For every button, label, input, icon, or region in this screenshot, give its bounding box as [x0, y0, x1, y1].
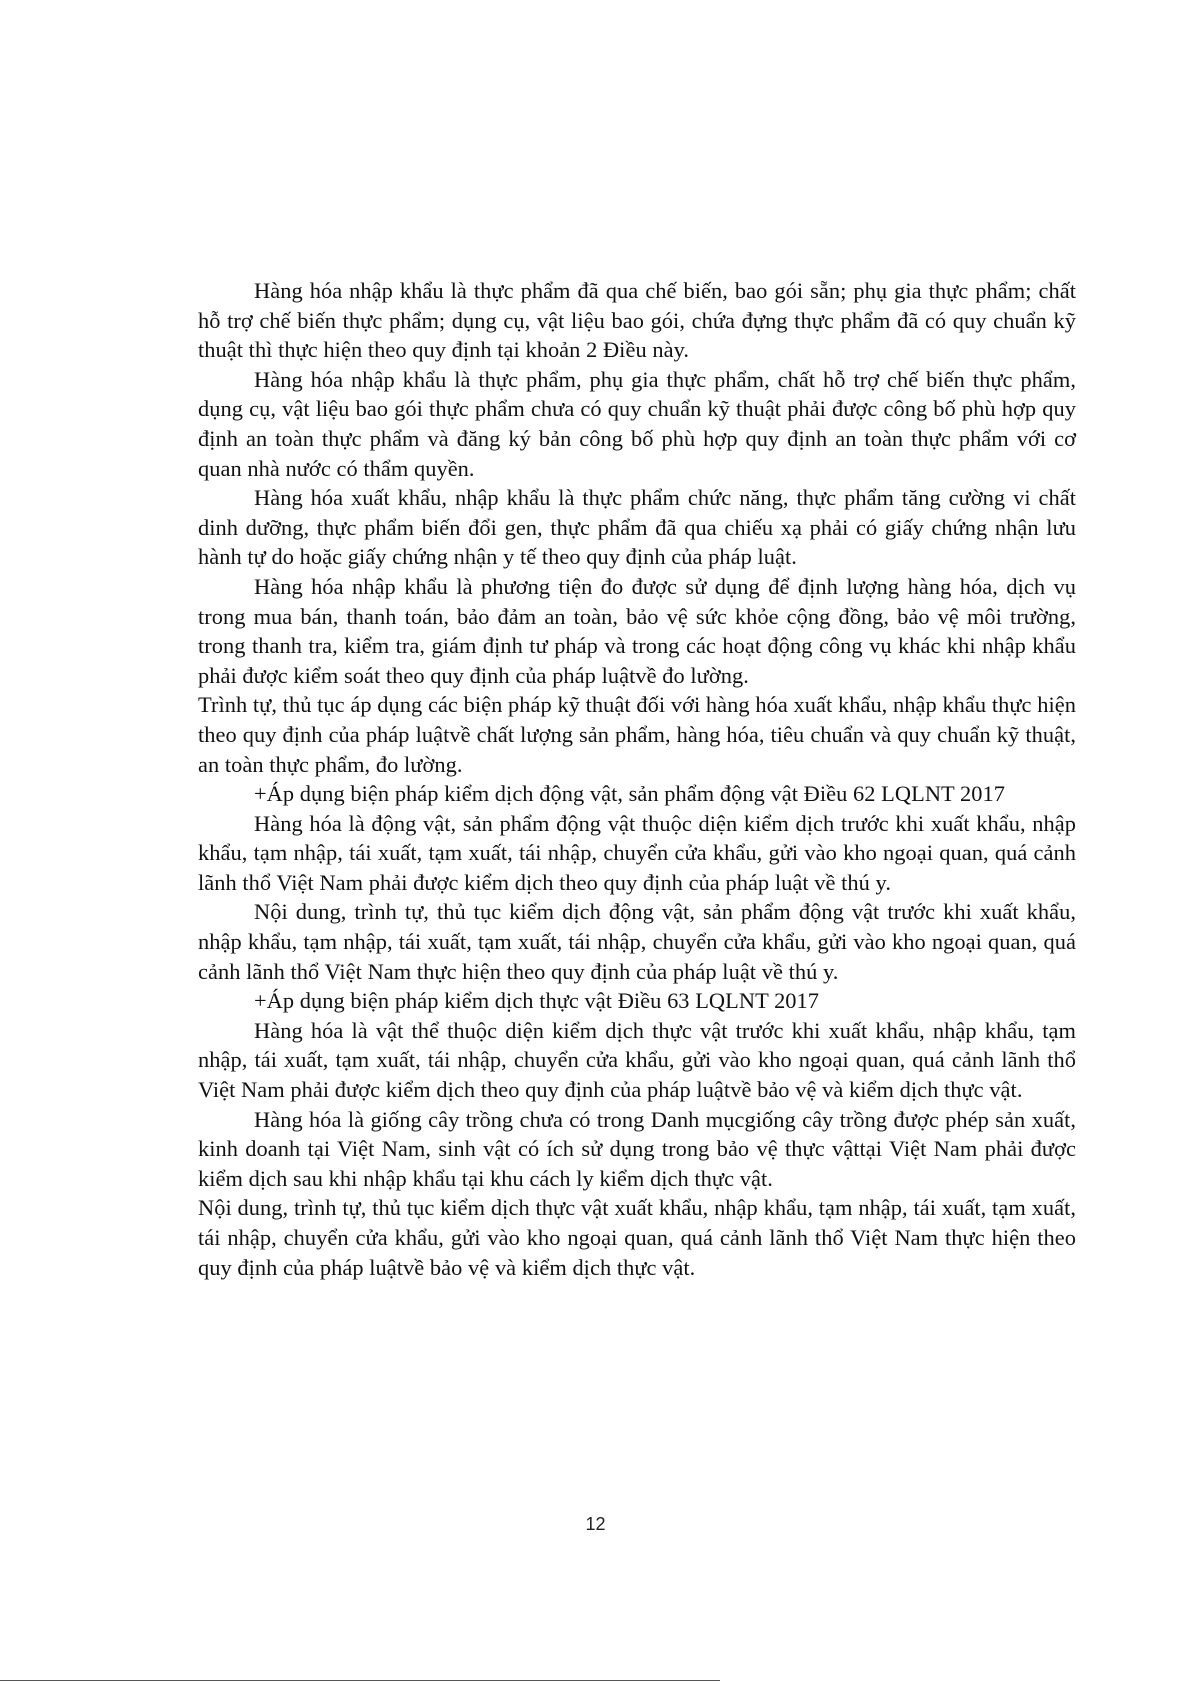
document-body: [198, 276, 1076, 1282]
paragraph-12: Nội dung, trình tự, thủ tục kiểm dịch thực vật xuất khẩu, nhập khẩu, tạm nhập, tái xuất, tạm xuất, tái nhập, chuyển cửa khẩu, gửi vào kho ngoại quan, quá cảnh lãnh thổ Việt Nam thực hiện theo quy định của pháp luậtvề bảo vệ và kiểm dịch thực vật.: [198, 1195, 1076, 1280]
paragraph-11: Hàng hóa là giống cây trồng chưa có trong Danh mụcgiống cây trồng được phép sản xuất, kinh doanh tại Việt Nam, sinh vật có ích sử dụng trong bảo vệ thực vậttại Việt Nam phải được kiểm dịch sau khi nhập khẩu tại khu cách ly kiểm dịch thực vật.: [198, 1106, 1076, 1191]
section-heading-article-62: +Áp dụng biện pháp kiểm dịch động vật, sản phẩm động vật Điều 62 LQLNT 2017: [254, 781, 1006, 807]
paragraph-8: Nội dung, trình tự, thủ tục kiểm dịch động vật, sản phẩm động vật trước khi xuất khẩu, nhập khẩu, tạm nhập, tái xuất, tạm xuất, tái nhập, chuyển cửa khẩu, gửi vào kho ngoại quan, quá cảnh lãnh thổ Việt Nam thực hiện theo quy định của pháp luật về thú y.: [198, 899, 1076, 984]
paragraph-2: Hàng hóa nhập khẩu là thực phẩm, phụ gia thực phẩm, chất hỗ trợ chế biến thực phẩm, dụng cụ, vật liệu bao gói thực phẩm chưa có quy chuẩn kỹ thuật phải được công bố phù hợp quy định an toàn thực phẩm và đăng ký bản công bố phù hợp quy định an toàn thực phẩm với cơ quan nhà nước có thẩm quyền.: [198, 366, 1076, 481]
paragraph-4: Hàng hóa nhập khẩu là phương tiện đo được sử dụng để định lượng hàng hóa, dịch vụ trong mua bán, thanh toán, bảo đảm an toàn, bảo vệ sức khỏe cộng đồng, bảo vệ môi trường, trong thanh tra, kiểm tra, giám định tư pháp và trong các hoạt động công vụ khác khi nhập khẩu phải được kiểm soát theo quy định của pháp luậtvề đo lường.: [198, 573, 1076, 688]
paragraph-5: Trình tự, thủ tục áp dụng các biện pháp kỹ thuật đối với hàng hóa xuất khẩu, nhập khẩu thực hiện theo quy định của pháp luậtvề chất lượng sản phẩm, hàng hóa, tiêu chuẩn và quy chuẩn kỹ thuật, an toàn thực phẩm, đo lường.: [198, 692, 1076, 777]
paragraph-3: Hàng hóa xuất khẩu, nhập khẩu là thực phẩm chức năng, thực phẩm tăng cường vi chất dinh dưỡng, thực phẩm biến đổi gen, thực phẩm đã qua chiếu xạ phải có giấy chứng nhận lưu hành tự do hoặc giấy chứng nhận y tế theo quy định của pháp luật.: [198, 485, 1076, 570]
page-number: 12: [585, 1514, 606, 1534]
footer-divider: [0, 1680, 720, 1681]
paragraph-7: Hàng hóa là động vật, sản phẩm động vật thuộc diện kiểm dịch trước khi xuất khẩu, nhập khẩu, tạm nhập, tái xuất, tạm xuất, tái nhập, chuyển cửa khẩu, gửi vào kho ngoại quan, quá cảnh lãnh thổ Việt Nam phải được kiểm dịch theo quy định của pháp luật về thú y.: [198, 810, 1076, 895]
paragraph-10: Hàng hóa là vật thể thuộc diện kiểm dịch thực vật trước khi xuất khẩu, nhập khẩu, tạm nhập, tái xuất, tạm xuất, tái nhập, chuyển cửa khẩu, gửi vào kho ngoại quan, quá cảnh lãnh thổ Việt Nam phải được kiểm dịch theo quy định của pháp luậtvề bảo vệ và kiểm dịch thực vật.: [198, 1017, 1076, 1103]
section-heading-article-63: +Áp dụng biện pháp kiểm dịch thực vật Điều 63 LQLNT 2017: [254, 988, 820, 1014]
paragraph-1: Hàng hóa nhập khẩu là thực phẩm đã qua chế biến, bao gói sẵn; phụ gia thực phẩm; chất hỗ trợ chế biến thực phẩm; dụng cụ, vật liệu bao gói, chứa đựng thực phẩm đã có quy chuẩn kỹ thuật thì thực hiện theo quy định tại khoản 2 Điều này.: [198, 278, 1076, 363]
